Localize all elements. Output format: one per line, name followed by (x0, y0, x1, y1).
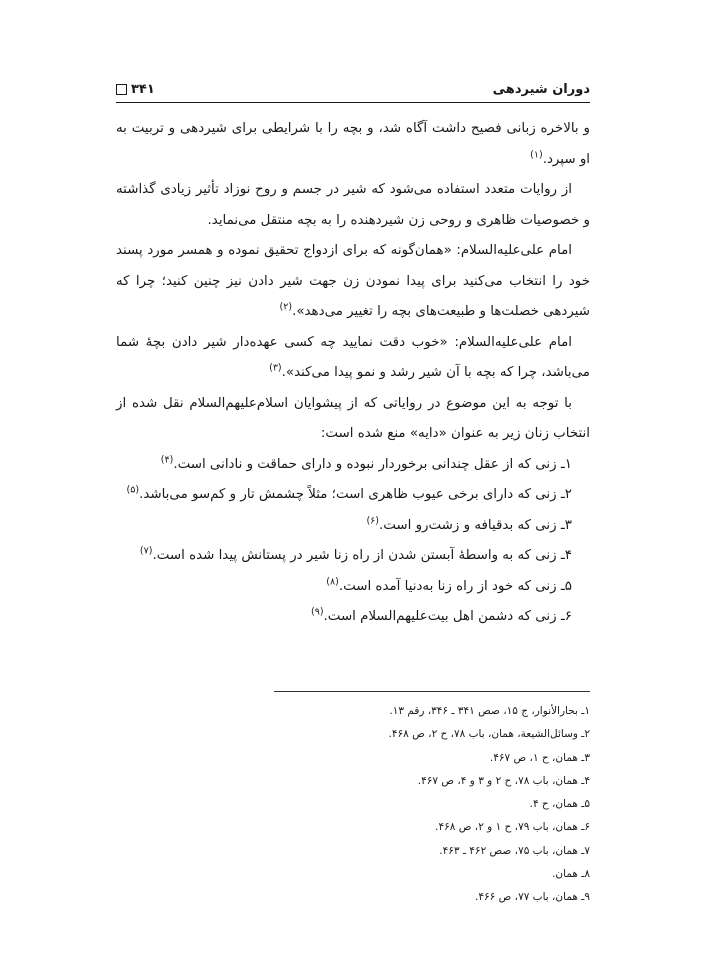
footnote-item: ۷ـ همان، باب ۷۵، صص ۴۶۲ ـ ۴۶۳. (439, 844, 590, 857)
paragraph-1: و بالاخره زبانی فصیح داشت آگاه شد، و بچه را با شرایطی برای شیردهی و تربیت به او سپرد.$^{(۱)}$ (116, 121, 590, 167)
paragraph-3: امام علی‌علیه‌السلام: «همان‌گونه که برای ازدواج تحقیق نموده و همسر مورد پسند خود را انتخاب می‌کنید برای پیدا نمودن زن جهت شیر دادن نیز چنین کنید؛ چرا که شیردهی خصلت‌ها و طبیعت‌های بچه را تغییر می‌دهد».$^{(۲)}$ (116, 243, 590, 319)
footnote-ref-7: (۷) (139, 545, 153, 557)
footnote-item: ۸ـ همان. (552, 868, 590, 881)
footnote-item: ۴ـ همان، باب ۷۸، ح ۲ و ۳ و ۴، ص ۴۶۷. (417, 774, 590, 787)
footnote-item: ۳ـ همان، ح ۱، ص ۴۶۷. (489, 751, 590, 764)
footnote-ref-5: (۵) (126, 484, 140, 496)
page-number-block (116, 82, 155, 97)
page-number: ۳۴۱ (131, 81, 155, 97)
footnote-divider (274, 691, 590, 692)
header-divider (116, 102, 590, 103)
running-header (116, 78, 590, 100)
footnote-ref-8: (۸) (326, 576, 339, 588)
main-text (116, 114, 590, 633)
footnote-ref-2: (۲) (279, 301, 293, 313)
list-item: ۴ـ زنی که به واسطهٔ آبستن شدن از راه زنا شیر در پستانش پیدا شده است.$^{(۷)}$ (139, 545, 572, 563)
footnote-ref-1: (۱) (530, 149, 543, 161)
chapter-title: دوران شیردهی (492, 81, 590, 97)
footnote-item: ۹ـ همان، باب ۷۷، ص ۴۶۶. (475, 891, 590, 904)
paragraph-2: از روایات متعدد استفاده می‌شود که شیر در جسم و روح نوزاد تأثیر زیادی گذاشته و خصوصیات ظاهری و روحی زن شیردهنده را به بچه منتقل می‌نماید. (116, 182, 590, 228)
footnote-ref-3: (۳) (269, 362, 282, 374)
square-icon (116, 84, 127, 95)
list-item: ۳ـ زنی که بدقیافه و زشت‌رو است.$^{(۶)}$ (366, 515, 572, 533)
footnote-ref-9: (۹) (311, 606, 324, 618)
footnotes (116, 700, 590, 910)
footnote-item: ۱ـ بحارالأنوار، ج ۱۵، صص ۳۴۱ ـ ۳۴۶، رقم ۱۳. (389, 705, 590, 717)
footnote-item: ۵ـ همان، ح ۴. (529, 798, 590, 811)
footnote-ref-6: (۶) (366, 515, 379, 527)
footnote-item: ۲ـ وسائل‌الشیعة، همان، باب ۷۸، ح ۲، ص ۴۶۸. (388, 728, 590, 741)
paragraph-4: امام علی‌علیه‌السلام: «خوب دقت نمایید چه کسی عهده‌دار شیر دادن بچهٔ شما می‌باشد، چرا که بچه با آن شیر رشد و نمو پیدا می‌کند».$^{(۳)}$ (116, 334, 590, 380)
list-item: ۲ـ زنی که دارای برخی عیوب ظاهری است؛ مثلاً چشمش تار و کم‌سو می‌باشد.$^{(۵)}$ (126, 484, 572, 502)
list-item: ۵ـ زنی که خود از راه زنا به‌دنیا آمده است.$^{(۸)}$ (326, 576, 572, 594)
footnote-item: ۶ـ همان، باب ۷۹، ح ۱ و ۲، ص ۴۶۸. (435, 821, 590, 834)
list-item: ۶ـ زنی که دشمن اهل بیت‌علیهم‌السلام است.$^{(۹)}$ (311, 606, 572, 624)
footnote-ref-4: (۴) (160, 454, 174, 466)
paragraph-5: با توجه به این موضوع در روایاتی که از پیشوایان اسلام‌علیهم‌السلام نقل شده از انتخاب زنان زیر به عنوان «دایه» منع شده است: (116, 395, 590, 441)
list-item: ۱ـ زنی که از عقل چندانی برخوردار نبوده و دارای حماقت و نادانی است.$^{(۴)}$ (160, 454, 572, 472)
